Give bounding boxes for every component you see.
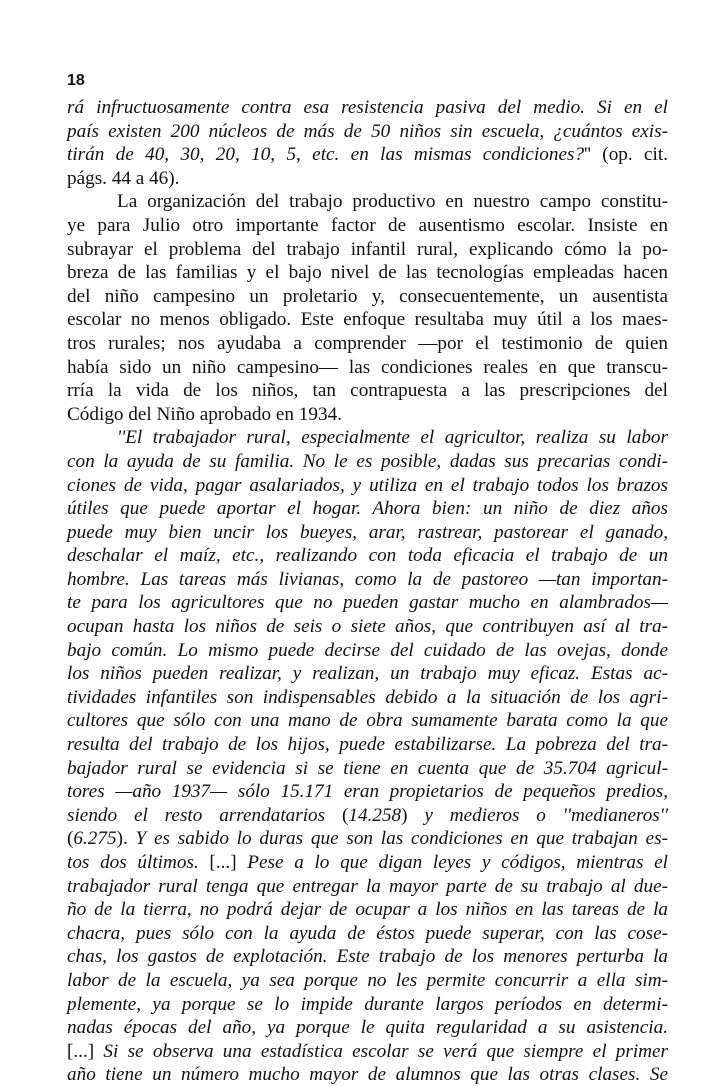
- text-line: [67, 403, 668, 427]
- italic-text: tividades infantiles son indispensables debido a la situación de los agri-: [67, 686, 668, 708]
- text-line: [67, 1063, 668, 1087]
- roman-text: escolar no menos obligado. Este enfoque resultaba muy útil a los maes-: [67, 309, 668, 331]
- body-text: [67, 96, 668, 1087]
- roman-text: [...]: [209, 852, 237, 873]
- text-line: [67, 804, 668, 828]
- roman-text: subrayar el problema del trabajo infantil rural, explicando cómo la po-: [67, 238, 668, 260]
- text-line: [67, 214, 668, 238]
- italic-text: nadas épocas del año, ya porque le quita regularidad a su asistencia.: [67, 1017, 668, 1039]
- text-line: [67, 497, 668, 521]
- italic-text: chacra, pues sólo con la ayuda de éstos puede superar, con las cose-: [67, 922, 668, 944]
- text-line: [67, 1040, 668, 1064]
- roman-text: ye para Julio otro importante factor de ausentismo escolar. Insiste en: [67, 214, 668, 236]
- text-line: [67, 993, 668, 1017]
- italic-text: con la ayuda de su familia. No le es posible, dadas sus precarias condi-: [67, 450, 668, 472]
- italic-text: siendo el resto arrendatarios: [67, 804, 342, 826]
- text-line: [67, 332, 668, 356]
- italic-text: resulta del trabajo de los hijos, puede estabilizarse. La pobreza del tra-: [67, 734, 668, 756]
- italic-text: chas, los gastos de explotación. Este trabajo de los menores perturba la: [67, 946, 668, 968]
- roman-text: tros rurales; nos ayudaba a comprender —por el testimonio de quien: [67, 332, 668, 354]
- italic-text: hombre. Las tareas más livianas, como la de pastoreo —tan importan-: [67, 568, 668, 590]
- italic-text: los niños pueden realizar, y realizan, un trabajo muy eficaz. Estas ac-: [67, 663, 668, 685]
- italic-text: trabajador rural tenga que entregar la mayor parte de su trabajo al due-: [67, 875, 668, 897]
- text-line: [67, 285, 668, 309]
- text-line: [67, 898, 668, 922]
- italic-text: tores —año 1937— sólo 15.171 eran propietarios de pequeños predios,: [67, 781, 668, 803]
- page-number: 18: [67, 72, 85, 89]
- italic-text: país existen 200 núcleos de más de 50 niños sin escuela, ¿cuántos exis-: [67, 120, 668, 142]
- roman-text: La organización del trabajo productivo en nuestro campo constitu-: [117, 191, 668, 213]
- roman-text: (: [341, 804, 349, 826]
- text-line: [67, 568, 668, 592]
- text-line: [67, 167, 668, 191]
- italic-text: bajador rural se evidencia si se tiene en cuenta que de 35.704 agricul-: [67, 757, 668, 779]
- italic-text: puede muy bien uncir los bueyes, arar, rastrear, pastorear el ganado,: [67, 521, 668, 543]
- roman-text: del niño campesino un proletario y, consecuentemente, un ausentista: [67, 285, 668, 307]
- text-line: [67, 426, 668, 450]
- text-line: [67, 686, 668, 710]
- italic-text: bajo común. Lo mismo puede decirse del cuidado de las ovejas, donde: [67, 639, 668, 661]
- text-line: [67, 356, 668, 380]
- text-line: [67, 120, 668, 144]
- text-line: [67, 521, 668, 545]
- roman-text: (: [67, 828, 74, 850]
- roman-text: Código del Niño aprobado en 1934.: [67, 403, 342, 425]
- italic-text: ño de la tierra, no podrá dejar de ocupar a los niños en las tareas de la: [67, 899, 668, 921]
- text-line: [67, 827, 668, 851]
- text-line: [67, 875, 668, 899]
- text-line: [67, 190, 668, 214]
- text-line: [67, 709, 668, 733]
- italic-text: Pese a lo que digan leyes y códigos, mientras el: [236, 852, 668, 873]
- roman-text: rría la vida de los niños, tan contrapuesta a las prescripciones del: [67, 380, 668, 402]
- text-line: [67, 96, 668, 120]
- roman-text: [...]: [67, 1040, 95, 1062]
- text-line: [67, 450, 668, 474]
- roman-text: había sido un niño campesino— las condiciones reales en que transcu-: [67, 356, 668, 378]
- text-line: [67, 379, 668, 403]
- italic-text: deschalar el maíz, etc., realizando con toda eficacia el trabajo de un: [67, 545, 668, 567]
- text-line: [67, 261, 668, 285]
- italic-text: ''El trabajador rural, especialmente el agricultor, realiza su labor: [117, 427, 668, 449]
- text-line: [67, 945, 668, 969]
- roman-text: '' (op. cit.: [584, 144, 669, 166]
- text-line: [67, 662, 668, 686]
- text-line: [67, 615, 668, 639]
- italic-text: ocupan hasta los niños de seis o siete años, que contribuyen así al tra-: [67, 616, 668, 638]
- text-line: [67, 780, 668, 804]
- italic-text: útiles que puede aportar el hogar. Ahora bien: un niño de diez años: [67, 498, 668, 520]
- roman-text: págs. 44 a 46).: [67, 167, 180, 189]
- text-line: [67, 143, 668, 167]
- text-line: [67, 474, 668, 498]
- text-line: [67, 1016, 668, 1040]
- italic-text: te para los agricultores que no pueden gastar mucho en alambrados—: [67, 592, 668, 614]
- text-line: [67, 922, 668, 946]
- italic-text: y medieros o ''medianeros'': [407, 804, 668, 826]
- italic-text: Si se observa una estadística escolar se verá que siempre el primer: [94, 1040, 668, 1062]
- text-line: [67, 851, 668, 875]
- text-line: [67, 639, 668, 663]
- text-line: [67, 733, 668, 757]
- text-line: [67, 757, 668, 781]
- italic-text: año tiene un número mucho mayor de alumnos que las otras clases. Se: [67, 1064, 668, 1086]
- roman-text: ): [401, 804, 408, 826]
- italic-text: tirán de 40, 30, 20, 10, 5, etc. en las mismas condiciones?: [67, 144, 585, 166]
- text-line: [67, 591, 668, 615]
- text-line: [67, 544, 668, 568]
- italic-text: 6.275: [73, 828, 117, 850]
- text-line: [67, 969, 668, 993]
- italic-text: 14.258: [348, 804, 402, 826]
- italic-text: plemente, ya porque se lo impide durante largos períodos en determi-: [67, 993, 668, 1015]
- italic-text: cultores que sólo con una mano de obra sumamente barata como la que: [67, 710, 668, 732]
- italic-text: tos dos últimos.: [67, 852, 210, 873]
- text-line: [67, 238, 668, 262]
- italic-text: rá infructuosamente contra esa resistencia pasiva del medio. Si en el: [67, 97, 668, 118]
- roman-text: breza de las familias y el bajo nivel de las tecnologías empleadas hacen: [67, 262, 668, 284]
- italic-text: Y es sabido lo duras que son las condiciones en que trabajan es-: [127, 828, 668, 850]
- italic-text: labor de la escuela, ya sea porque no les permite concurrir a ella sim-: [67, 969, 668, 991]
- italic-text: ciones de vida, pagar asalariados, y utiliza en el trabajo todos los brazos: [67, 474, 668, 496]
- roman-text: ).: [116, 828, 128, 850]
- text-line: [67, 308, 668, 332]
